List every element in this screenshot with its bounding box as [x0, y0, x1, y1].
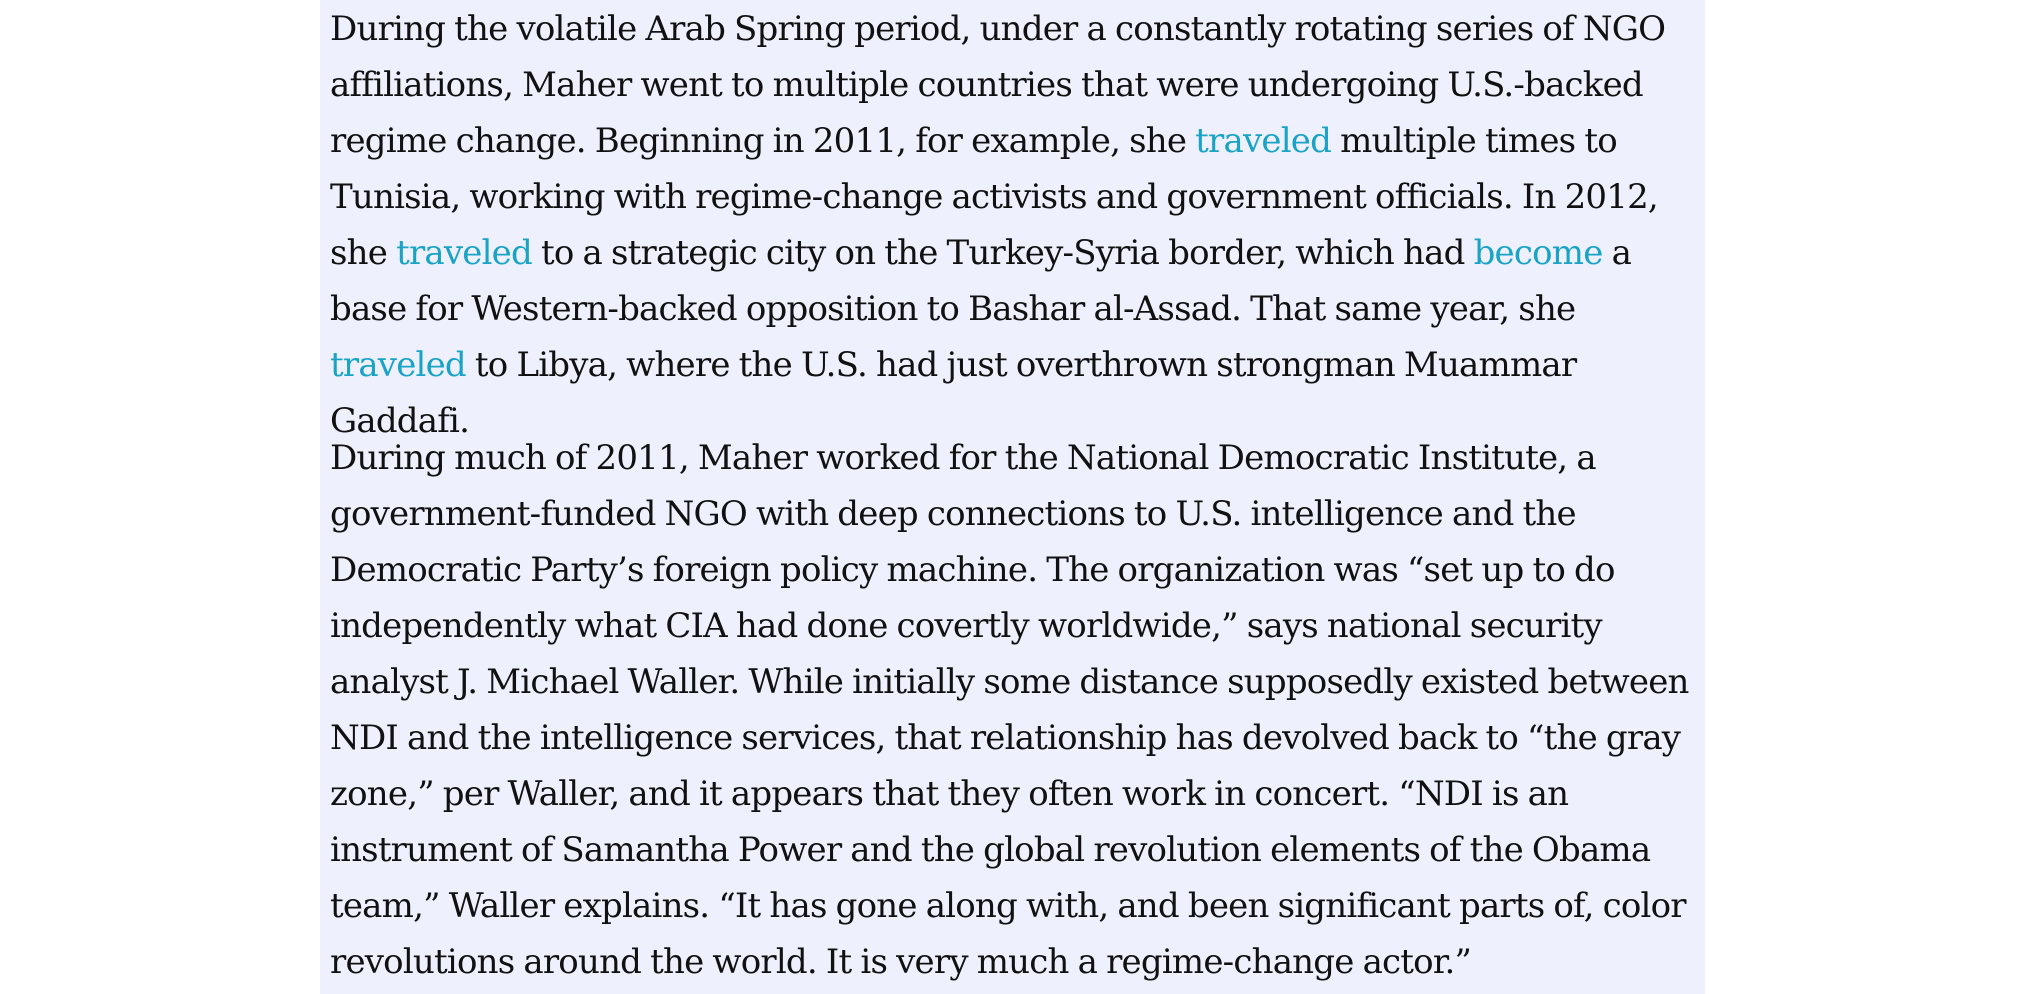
paragraph-arab-spring — [330, 1, 1710, 449]
paragraph-text: During the volatile Arab Spring period, under a constantly rotating series of NGO affiliations, Maher went to multiple countries that were undergoing U.S.-backed regime change. Beginning in 2011, for example, she — [330, 9, 1666, 161]
paragraph-text: a base for Western-backed opposition to Bashar al-Assad. That same year, she — [330, 233, 1632, 329]
traveled-libya-link[interactable]: traveled — [330, 345, 466, 385]
paragraph-text: multiple times to Tunisia, working with regime-change activists and government officials. In 2012, she — [330, 121, 1658, 273]
traveled-syria-border-link[interactable]: traveled — [396, 233, 532, 273]
paragraph-text: to a strategic city on the Turkey-Syria border, which had — [531, 233, 1474, 273]
traveled-tunisia-link[interactable]: traveled — [1195, 121, 1332, 161]
article-body — [320, 0, 1705, 994]
paragraph-ndi: During much of 2011, Maher worked for the National Democratic Institute, a government-funded NGO with deep connections to U.S. intelligence and the Democratic Party’s foreign policy machine. The organization was “set up to do independently what CIA had done covertly worldwide,” says national security analyst J. Michael Waller. While initially some distance supposedly existed between NDI and the intelligence services, that relationship has devolved back to “the gray zone,” per Waller, and it appears that they often work in concert. “NDI is an instrument of Samantha Power and the global revolution elements of the Obama team,” Waller explains. “It has gone along with, and been significant parts of, color revolutions around the world. It is very much a regime-change actor.” — [330, 438, 1689, 982]
become-base-link[interactable]: become — [1473, 233, 1603, 273]
paragraph-text: to Libya, where the U.S. had just overthrown strongman Muammar Gaddafi. — [330, 345, 1577, 441]
